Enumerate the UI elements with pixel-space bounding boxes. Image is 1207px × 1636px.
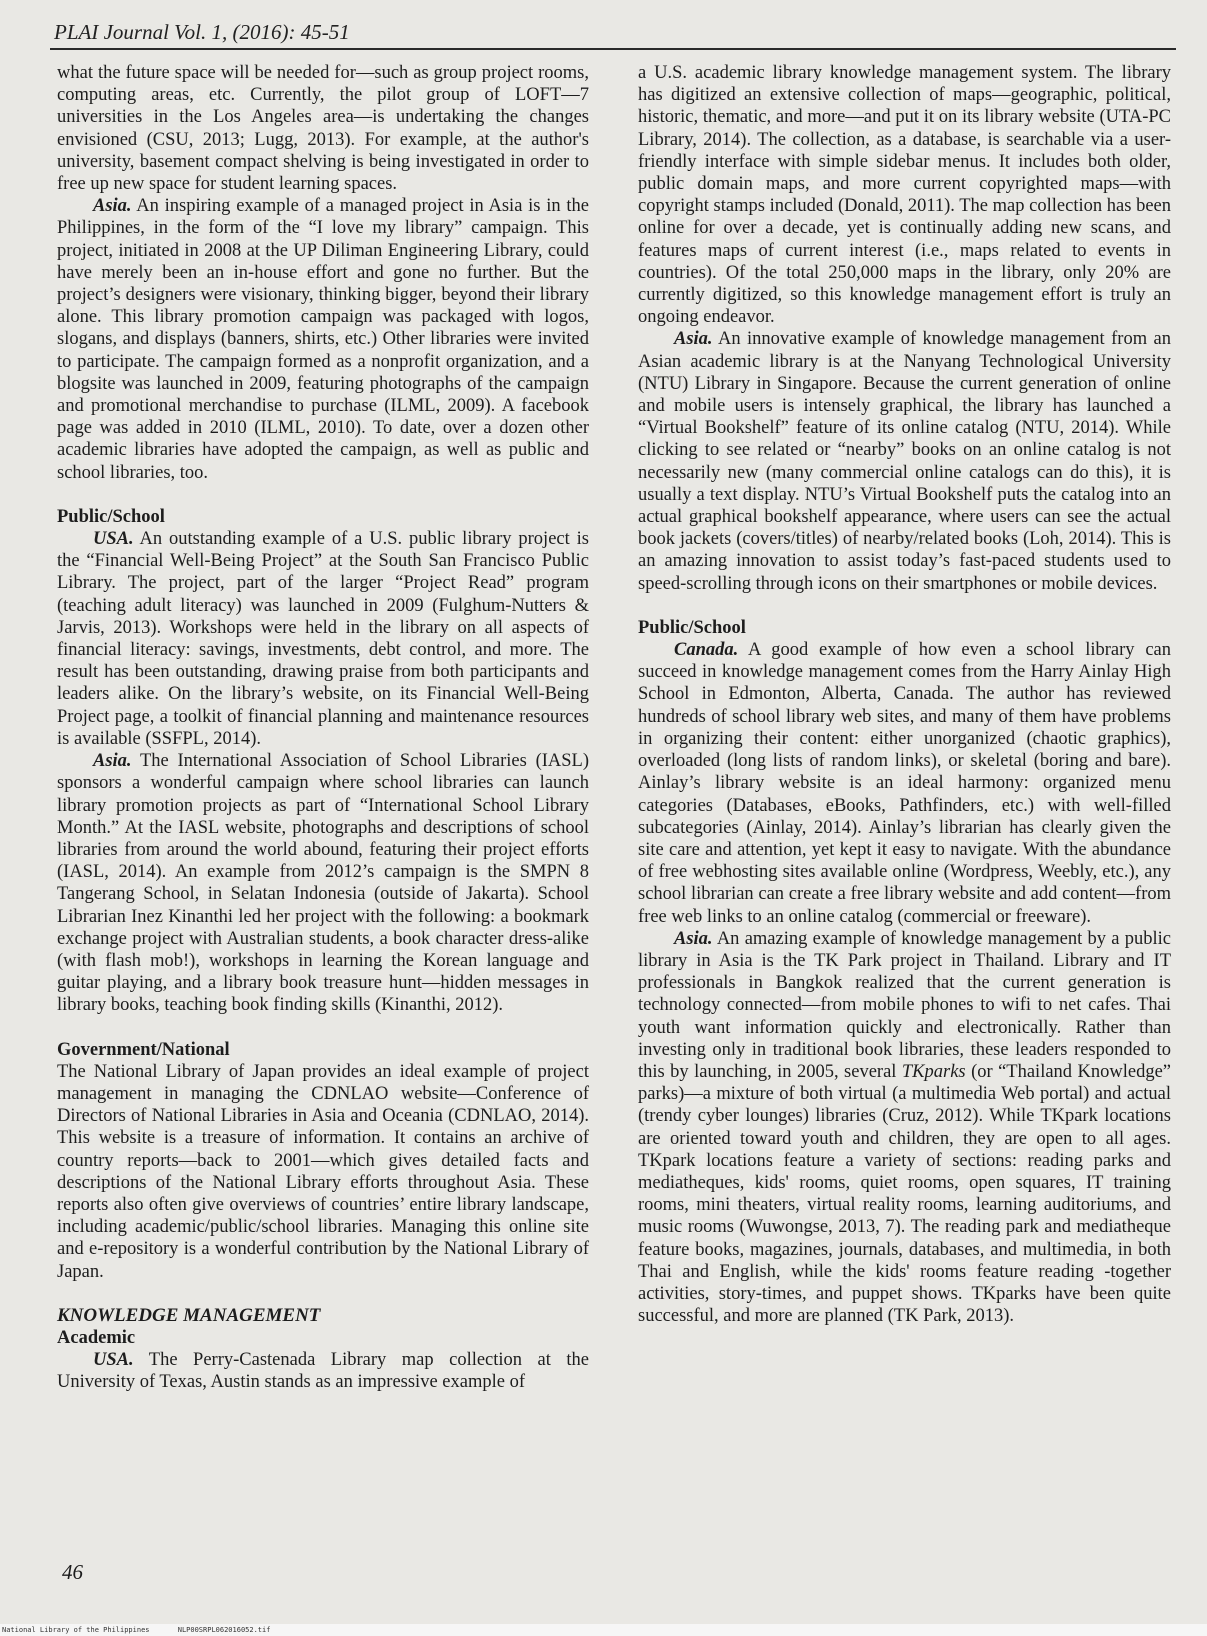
section-heading-government: Government/National [57,1039,230,1060]
section-heading-public-school: Public/School [57,506,165,527]
left-column [57,62,589,1394]
paragraph: a U.S. academic library knowledge management system. The library has digitized an extensive collection of maps—geographic, political, historic, thematic, and more—and put it on its library website (UTA-PC Library, 2014). The collection, as a database, is searchable via a user-friendly interface with simple sidebar menus. It includes both older, public domain maps, and more current copyrighted maps—with copyright stamps included (Donald, 2011). The map collection has been online for over a decade, yet is continually adding new scans, and features maps of current interest (i.e., maps related to events in countries). Of the total 250,000 maps in the library, only 20% are currently digitized, so this knowledge management effort is truly an ongoing endeavor. [638,63,1171,328]
lead-term: Asia. [93,751,132,772]
paragraph-canada: Canada. A good example of how even a school library can succeed in knowledge management comes from the Harry Ainlay High School in Edmonton, Alberta, Canada. The author has reviewed hundreds of school library web sites, and many of them have problems in organizing their content: either unorganized (chaotic graphics), overloaded (long lists of random links), or skeletal (boring and bare). Ainlay’s library website is an ideal harmony: organized menu categories (Databases, eBooks, Pathfinders, etc.) with well-filled subcategories (Ainlay, 2014). Ainlay’s librarian has clearly given the site care and attention, yet kept it easy to navigate. With the abundance of free webhosting sites available online (Wordpress, Weebly, etc.), any school librarian can create a free library website and add content—from free web links to an online catalog (commercial or freeware). [638,640,1171,927]
paragraph-usa: USA. An outstanding example of a U.S. public library project is the “Financial Well-Being Project” at the South San Francisco Public Library. The project, part of the larger “Project Read” program (teaching adult literacy) was launched in 2009 (Fulghum-Nutters & Jarvis, 2013). Workshops were held in the library on all aspects of financial literacy: savings, investments, debt control, and more. The result has been outstanding, drawing praise from both participants and leaders alike. On the library’s website, on its Financial Well-Being Project page, a toolkit of financial planning and maintenance resources is available (SSFPL, 2014). [57,529,589,749]
right-column [638,62,1171,1327]
footer-library: National Library of the Philippines [2,1626,150,1634]
major-heading-knowledge-management: KNOWLEDGE MANAGEMENT [57,1304,321,1326]
paragraph-asia: Asia. An inspiring example of a managed project in Asia is in the Philippines, in the form of the “I love my library” campaign. This project, initiated in 2008 at the UP Diliman Engineering Library, could have merely been an in-house effort and gone no further. But the project’s designers were visionary, thinking bigger, beyond their library alone. This library promotion campaign was packaged with logos, slogans, and displays (banners, shirts, etc.) Other libraries were invited to participate. The campaign formed as a nonprofit organization, and a blogsite was launched in 2009, featuring photographs of the campaign and promotional merchandise to purchase (ILML, 2009). A facebook page was added in 2010 (ILML, 2010). To date, over a dozen other academic libraries have adopted the campaign, as well as public and school libraries, too. [57,196,589,483]
scan-footer [0,1624,1207,1636]
section-heading-academic: Academic [57,1327,136,1348]
lead-term: Asia. [674,329,713,350]
lead-term: Asia. [93,196,132,217]
lead-term: Canada. [674,640,739,661]
paragraph-usa-academic: USA. The Perry-Castenada Library map collection at the University of Texas, Austin stands as an impressive example of [57,1350,589,1393]
paragraph-government: The National Library of Japan provides an ideal example of project management in managing the CDNLAO website—Conference of Directors of National Libraries in Asia and Oceania (CDNLAO, 2014). This website is a treasure of information. It contains an archive of country reports—back to 2001—which gives detailed facts and descriptions of the National Library efforts throughout Asia. These reports also often give overviews of countries’ entire library landscape, including academic/public/school libraries. Managing this online site and e-repository is a wonderful contribution by the National Library of Japan. [57,1061,589,1282]
footer-filename: NLP00SRPL062016052.tif [177,1626,271,1634]
lead-term: USA. [93,1350,134,1371]
italic-term: TKparks [901,1061,966,1082]
lead-term: Asia. [674,928,713,949]
header-divider [50,48,1176,50]
section-heading-public-school: Public/School [638,617,746,638]
paragraph-asia-school: Asia. The International Association of School Libraries (IASL) sponsors a wonderful campaign where school libraries can launch library promotion projects as part of “International School Library Month.” At the IASL website, photographs and descriptions of school libraries from around the world abound, featuring their project efforts (IASL, 2014). An example from 2012’s campaign is the SMPN 8 Tangerang School, in Selatan Indonesia (outside of Jakarta). School Librarian Inez Kinanthi led her project with the following: a bookmark exchange project with Australian students, a book character dress-alike (with flash mob!), workshops in learning the Korean language and guitar playing, and a library book treasure hunt—hidden messages in library books, teaching book finding skills (Kinanthi, 2012). [57,751,589,1016]
paragraph: what the future space will be needed for—such as group project rooms, computing areas, etc. Currently, the pilot group of LOFT—7 universities in the Los Angeles area—is undertaking the changes envisioned (CSU, 2013; Lugg, 2013). For example, at the author's university, basement compact shelving is being investigated in order to free up new space for student learning spaces. [57,63,589,195]
paragraph-asia-academic: Asia. An innovative example of knowledge management from an Asian academic library is at the Nanyang Technological University (NTU) Library in Singapore. Because the current generation of online and mobile users is intensely graphical, the library has launched a “Virtual Bookshelf” feature of its online catalog (NTU, 2014). While clicking to see related or “nearby” books on an online catalog is not necessarily new (many commercial online catalogs can do this), it is usually a text display. NTU’s Virtual Bookshelf puts the catalog into an actual graphical bookshelf appearance, where users can see the actual book jackets (covers/titles) of nearby/related books (Loh, 2014). This is an amazing innovation to assist today’s fast-paced students used to speed-scrolling through icons on their smartphones or mobile devices. [638,329,1171,594]
lead-term: USA. [93,529,134,550]
page-number: 46 [62,1560,83,1584]
paragraph-asia-public: Asia. An amazing example of knowledge management by a public library in Asia is the TK Park project in Thailand. Library and IT professionals in Bangkok realized that the current generation is technology connected—from mobile phones to wifi to net cafes. Thai youth want information quickly and electronically. Rather than investing only in traditional book libraries, these leaders responded to this by launching, in 2005, several TKparks (or “Thailand Knowledge” parks)—a mixture of both virtual (a multimedia Web portal) and actual (trendy cyber lounges) libraries (Cruz, 2012). While TKpark locations are oriented toward youth and children, they are open to all ages. TKpark locations feature a variety of sections: reading parks and mediatheques, kids' rooms, quiet rooms, open squares, IT training rooms, mini theaters, virtual reality rooms, learning auditoriums, and music rooms (Wuwongse, 2013, 7). The reading park and mediatheque feature books, magazines, journals, databases, and multimedia, in both Thai and English, while the kids' rooms feature reading -together activities, story-times, and puppet shows. TKparks have been quite successful, and more are planned (TK Park, 2013). [638,928,1171,1327]
journal-header: PLAI Journal Vol. 1, (2016): 45-51 [54,20,350,44]
